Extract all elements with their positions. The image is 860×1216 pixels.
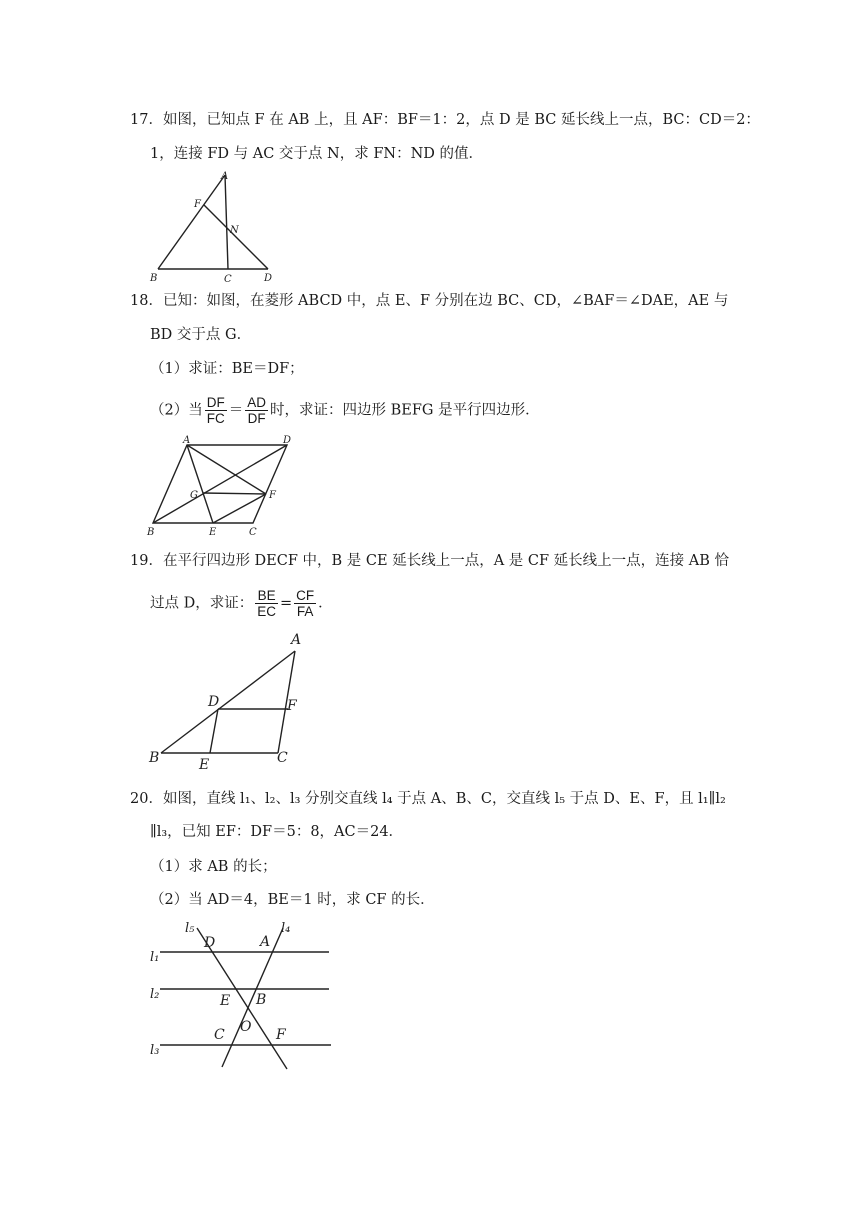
q19-frac2-den: FA <box>296 604 314 619</box>
q20-label-e: E <box>220 993 231 1009</box>
q19-line2-eq: = <box>280 595 293 612</box>
q20-part1: （1）求 AB 的长； <box>150 859 277 875</box>
q20-label-l3: l₃ <box>150 1043 160 1058</box>
q18-part2-prefix: （2）当 <box>150 402 203 419</box>
q20-figure <box>145 915 340 1075</box>
q18-frac1-den: FC <box>206 411 225 426</box>
q18-line1: 18．已知：如图，在菱形 ABCD 中，点 E、F 分别在边 BC、CD，∠BAF＝∠DAE，AE 与 <box>130 293 729 309</box>
q19-fraction-be-ec <box>255 588 278 619</box>
q19-frac1-num: BE <box>255 588 278 604</box>
q18-part2 <box>150 395 540 426</box>
q18-label-g: G <box>190 490 198 501</box>
q20-label-f: F <box>276 1027 286 1043</box>
q18-label-c: C <box>249 527 257 538</box>
q19-fraction-cf-fa <box>294 588 316 619</box>
q18-fraction-df-fc <box>205 395 227 426</box>
q19-label-a: A <box>291 632 302 648</box>
q18-part1: （1）求证：BE＝DF； <box>150 361 304 377</box>
q18-frac2-num: AD <box>247 395 266 410</box>
q17-label-c: C <box>224 274 232 285</box>
q19-figure <box>145 628 320 773</box>
q20-part2: （2）当 AD＝4，BE＝1 时，求 CF 的长． <box>150 892 435 908</box>
q20-label-l5: l₅ <box>185 921 195 936</box>
q18-fraction-ad-df <box>245 395 268 426</box>
q18-figure <box>145 435 305 540</box>
q18-label-f: F <box>269 490 276 501</box>
q19-label-d: D <box>208 694 220 710</box>
q17-label-n: N <box>230 225 239 236</box>
q17-line2: 1，连接 FD 与 AC 交于点 N，求 FN：ND 的值． <box>150 146 483 162</box>
q17-label-b: B <box>150 273 158 284</box>
q17-label-d: D <box>264 273 273 284</box>
q18-line2: BD 交于点 G． <box>150 327 252 343</box>
q18-part2-suffix: 时，求证：四边形 BEFG 是平行四边形． <box>270 402 540 419</box>
q20-label-l4: l₄ <box>281 921 291 936</box>
q19-line2-suffix: ． <box>318 595 333 612</box>
q19-label-c: C <box>277 750 288 766</box>
q20-line2: ∥l₃，已知 EF：DF＝5：8，AC＝24． <box>150 824 404 840</box>
q17-label-a: A <box>221 171 229 182</box>
q19-line2 <box>150 588 333 619</box>
q18-frac2-den: DF <box>247 411 266 426</box>
q19-line1: 19．在平行四边形 DECF 中，B 是 CE 延长线上一点，A 是 CF 延长线上一点，连接 AB 恰 <box>130 553 729 569</box>
q18-label-b: B <box>147 527 155 538</box>
q20-line1: 20．如图，直线 l₁、l₂、l₃ 分别交直线 l₄ 于点 A、B、C，交直线 l₅ 于点 D、E、F，且 l₁∥l₂ <box>130 791 726 807</box>
q20-label-d: D <box>204 935 216 951</box>
q20-label-a: A <box>260 934 271 950</box>
q18-frac1-num: DF <box>206 395 225 410</box>
q18-label-e: E <box>209 527 217 538</box>
q19-label-e: E <box>199 757 210 773</box>
q20-label-b: B <box>256 992 267 1008</box>
q19-frac1-den: EC <box>257 604 276 619</box>
q17-figure <box>140 165 290 290</box>
q19-label-b: B <box>149 750 160 766</box>
q18-label-a: A <box>183 435 191 446</box>
q18-part2-eq: ＝ <box>228 402 244 419</box>
q17-label-f: F <box>194 199 201 210</box>
q17-line1: 17．如图，已知点 F 在 AB 上，且 AF：BF＝1：2，点 D 是 BC 延长线上一点，BC：CD＝2： <box>130 112 760 128</box>
q20-label-c: C <box>214 1027 225 1043</box>
q19-frac2-num: CF <box>296 588 315 603</box>
q19-label-f: F <box>287 698 297 714</box>
q19-line2-prefix: 过点 D，求证： <box>150 595 254 612</box>
q20-label-l2: l₂ <box>150 987 160 1002</box>
q20-label-o: O <box>240 1019 252 1035</box>
q18-label-d: D <box>283 435 292 446</box>
q20-label-l1: l₁ <box>150 950 160 965</box>
